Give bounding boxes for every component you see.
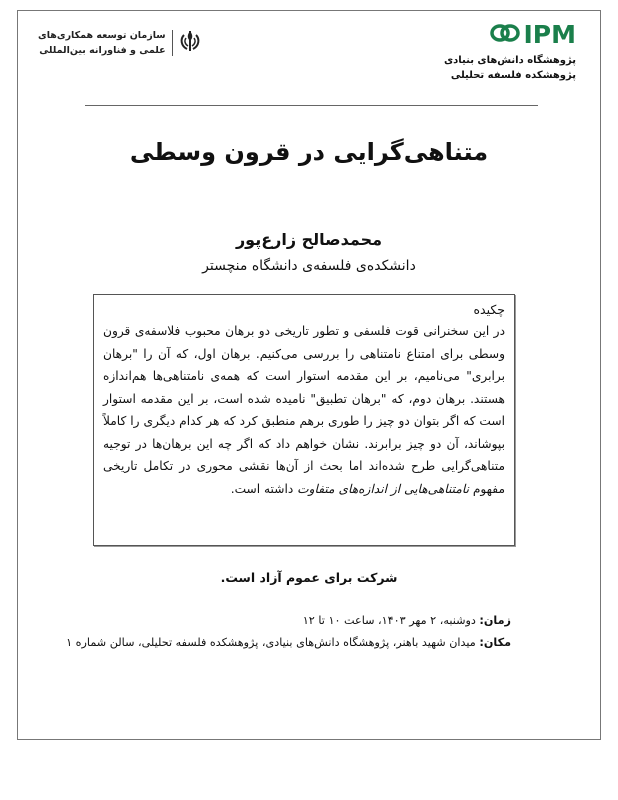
ipm-school-name: پژوهشکده فلسفه تحلیلی [450,70,576,81]
abstract-heading: چکیده [473,302,505,317]
header-rule [85,105,538,106]
ipm-header [416,20,576,83]
ipm-institute-name: پژوهشگاه دانش‌های بنیادی [443,55,576,66]
iran-org-name [38,28,166,58]
place-label: مکان: [479,636,511,649]
abstract-text-part2: داشته است. [230,481,294,496]
time-value: دوشنبه، ۲ مهر ۱۴۰۳، ساعت ۱۰ تا ۱۲ [302,614,476,627]
header-divider [172,30,173,56]
iran-org-line1: سازمان توسعه همکاری‌های [38,30,166,41]
iran-org-header [38,28,201,58]
place-value: میدان شهید باهنر، پژوهشگاه دانش‌های بنیادی، پژوهشکده فلسفه تحلیلی، سالن شماره ۱ [66,636,476,649]
ipm-logo-text: IPM [523,20,576,49]
iran-emblem-icon [179,29,201,57]
abstract-text-part1: در این سخنرانی قوت فلسفی و تطور تاریخی دو برهان محبوب فلاسفه‌ی قرون وسطی برای امتناع نامتناهی را بررسی می‌کنیم. برهان اول، که آن را "برهان برابری" می‌نامیم، بر این مقدمه استوار است که همه‌ی نامتناهی‌ها هم‌اندازه هستند. برهان دوم، که "برهان تطبیق" نامیده شده است، بر این مقدمه استوار است که اگر بتوان دو چیز را طوری برهم منطبق کرد که هر کدام دیگری را کاملاً بپوشاند، آن دو چیز برابرند. نشان خواهم داد که اگر چه این برهان‌ها در توجیه متناهی‌گرایی طرح شده‌اند اما بحث از آن‌ها نقشی محوری در تکامل تاریخی مفهوم [103,324,505,496]
iran-org-line2: علمی و فناورانه بین‌المللی [39,45,166,56]
page-title: متناهی‌گرایی در قرون وسطی [129,138,489,166]
author-name: محمدصالح زارع‌پور [235,230,383,249]
abstract-box [93,294,515,546]
time-label: زمان: [479,614,511,627]
abstract-text-emphasis: نامتناهی‌هایی از اندازه‌های متفاوت [297,481,469,496]
abstract-body [103,320,505,500]
ipm-emblem-icon [490,23,520,47]
public-notice: شرکت برای عموم آزاد است. [220,570,398,585]
event-place [66,636,511,649]
event-time [303,614,511,627]
ipm-logo [416,20,576,49]
author-affiliation: دانشکده‌ی فلسفه‌ی دانشگاه منچستر [202,258,416,274]
